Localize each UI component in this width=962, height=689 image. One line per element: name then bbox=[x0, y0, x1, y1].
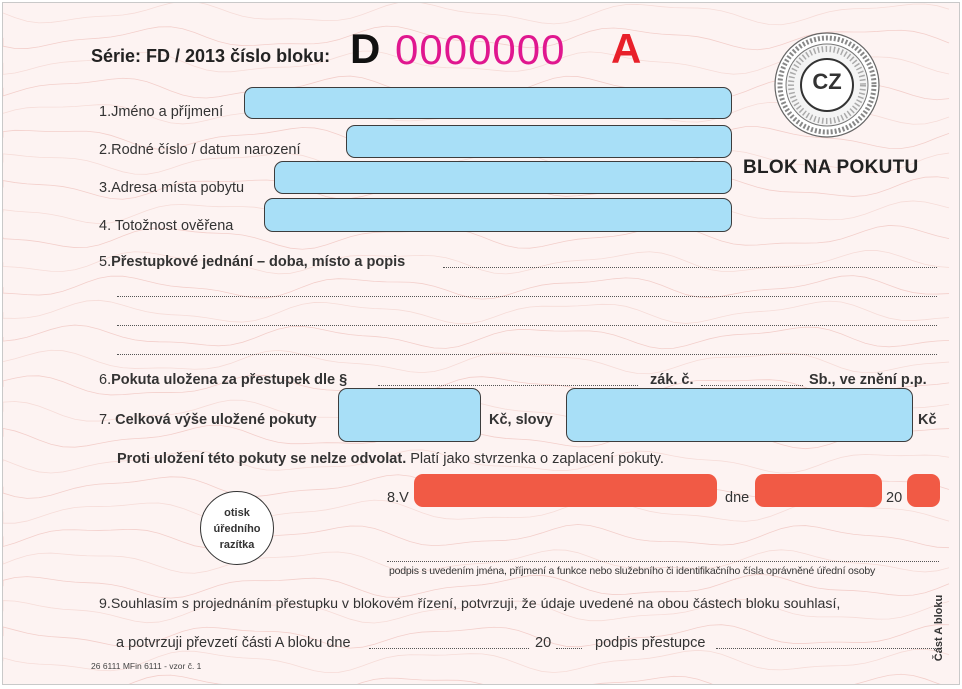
fine-block-form bbox=[2, 2, 960, 685]
offense-description-line[interactable] bbox=[117, 296, 937, 297]
name-input[interactable] bbox=[244, 87, 732, 119]
block-letter: D bbox=[350, 25, 381, 72]
block-number: 0000000 bbox=[395, 26, 566, 73]
receipt-year-line[interactable] bbox=[556, 648, 582, 649]
section-7-label: 7. Celková výše uložené pokuty bbox=[99, 412, 317, 428]
place-label: 8.V bbox=[387, 490, 409, 506]
year-label: 20 bbox=[886, 490, 903, 506]
field-2-label: 2.Rodné číslo / datum narození bbox=[99, 142, 301, 158]
offense-description-line[interactable] bbox=[117, 325, 937, 326]
identity-verified-input[interactable] bbox=[264, 198, 732, 232]
section-6-label: 6.Pokuta uložena za přestupek dle § bbox=[99, 372, 348, 388]
national-seal-icon bbox=[773, 31, 881, 139]
address-input[interactable] bbox=[274, 161, 732, 194]
section-9-consent: 9.Souhlasím s projednáním přestupku v blokovém řízení, potvrzuji, že údaje uvedené na obou částech bloku souhlasí, bbox=[99, 596, 841, 612]
offender-signature-label: podpis přestupce bbox=[595, 635, 706, 651]
field-1-label: 1.Jméno a příjmení bbox=[99, 104, 224, 120]
birth-number-input[interactable] bbox=[346, 125, 732, 158]
appeal-notice: Proti uložení této pokuty se nelze odvolat. Platí jako stvrzenka o zaplacení pokuty. bbox=[117, 451, 664, 467]
document-title: BLOK NA POKUTU bbox=[743, 157, 919, 178]
fine-amount-words-input[interactable] bbox=[566, 388, 913, 442]
paragraph-line[interactable] bbox=[378, 385, 638, 386]
field-4-label: 4. Totožnost ověřena bbox=[99, 218, 234, 234]
section-9-receipt: a potvrzuji převzetí části A bloku dne bbox=[116, 635, 351, 651]
year-input[interactable] bbox=[907, 474, 940, 507]
law-label: zák. č. bbox=[650, 372, 694, 388]
law-number-line[interactable] bbox=[701, 385, 803, 386]
receipt-year-label: 20 bbox=[535, 635, 552, 651]
field-3-label: 3.Adresa místa pobytu bbox=[99, 180, 245, 196]
official-signature-line[interactable] bbox=[387, 561, 939, 562]
official-stamp-area bbox=[200, 491, 274, 565]
form-code: 26 6111 MFin 6111 - vzor č. 1 bbox=[91, 661, 202, 671]
part-letter: A bbox=[611, 25, 642, 72]
currency-words-label: Kč, slovy bbox=[489, 412, 553, 428]
series-label: Série: FD / 2013 číslo bloku: bbox=[91, 46, 331, 66]
receipt-date-line[interactable] bbox=[369, 648, 529, 649]
place-input[interactable] bbox=[414, 474, 717, 507]
offense-description-line[interactable] bbox=[117, 354, 937, 355]
signature-caption: podpis s uvedením jména, příjmení a funkce nebo služebního či identifikačního čísla oprávněné úřední osoby bbox=[389, 565, 876, 577]
offense-description-line[interactable] bbox=[443, 267, 937, 268]
currency-label: Kč bbox=[918, 412, 937, 428]
section-5-label: 5.Přestupkové jednání – doba, místo a popis bbox=[99, 254, 406, 270]
part-label: Část A bloku bbox=[933, 594, 945, 662]
emblem-country: CZ bbox=[812, 69, 842, 94]
offender-signature-line[interactable] bbox=[716, 648, 936, 649]
fine-amount-input[interactable] bbox=[338, 388, 481, 442]
sb-label: Sb., ve znění p.p. bbox=[809, 372, 927, 388]
date-label: dne bbox=[725, 490, 750, 506]
date-input[interactable] bbox=[755, 474, 882, 507]
stamp-text: otisk úředního razítka bbox=[213, 507, 261, 551]
